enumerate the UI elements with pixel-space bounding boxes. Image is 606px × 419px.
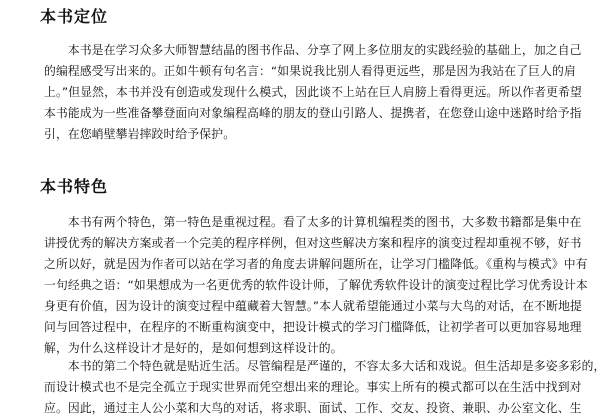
features-paragraph-1 — [44, 212, 588, 359]
features-paragraph-2 — [44, 356, 606, 419]
paragraph-line: 的编程感受写出来的。正如牛顿有句名言：“如果说我比别人看得更远些，那是因为我站在了巨人的肩 — [44, 64, 576, 78]
paragraph-line: 本书是在学习众多大师智慧结晶的图书作品、分享了网上多位朋友的实践经验的基础上，加之自己 — [44, 43, 582, 57]
paragraph-line: 本书的第二个特色就是贴近生活。尽管编程是严谨的，不容太多大话和戏说。但生活却是多姿多彩的， — [44, 359, 606, 373]
paragraph-line: 上。”但显然，本书并没有创造或发现什么模式，因此谈不上站在巨人肩膀上看得更远。所以作者更希望 — [44, 85, 582, 99]
paragraph-line: 讲授优秀的解决方案或者一个完美的程序样例，但对这些解决方案和程序的演变过程却重视不够，好书 — [44, 236, 582, 250]
paragraph-line: 而设计模式也不是完全孤立于现实世界而凭空想出来的理论。事实上所有的模式都可以在生活中找到对 — [44, 380, 582, 394]
paragraph-line: 本书有两个特色，第一特色是重视过程。看了太多的计算机编程类的图书，大多数书籍都是集中在 — [44, 215, 582, 229]
paragraph-line: 一句经典之语：“如果想成为一名更优秀的软件设计师，了解优秀软件设计的演变过程比学习优秀设计本 — [44, 278, 588, 292]
paragraph-line: 应。因此，通过主人公小菜和大鸟的对话，将求职、面试、工作、交友、投资、兼职、办公室文化、生 — [44, 401, 582, 415]
section-heading-features: 本书特色 — [40, 177, 109, 196]
paragraph-line: 引，在您峭壁攀岩摔跤时给予保护。 — [44, 127, 236, 141]
paragraph-line: 之所以好，就是因为作者可以站在学习者的角度去讲解问题所在，让学习门槛降低。《重构与模式》中有 — [44, 257, 588, 271]
positioning-paragraph — [44, 40, 582, 145]
paragraph-line: 身更有价值，因为设计的演变过程中蕴藏着大智慧。”本人就希望能通过小菜与大鸟的对话，在不断地提 — [44, 299, 582, 313]
paragraph-line: 解，为什么这样设计才是好的，是如何想到这样设计的。 — [44, 341, 343, 355]
paragraph-line: 问与回答过程中，在程序的不断重构演变中，把设计模式的学习门槛降低，让初学者可以更加容易地理 — [44, 320, 582, 334]
paragraph-line: 本书能成为一些准备攀登面向对象编程高峰的朋友的登山引路人、提携者，在您登山途中迷路时给予指 — [44, 106, 582, 120]
section-heading-positioning: 本书定位 — [40, 7, 109, 26]
